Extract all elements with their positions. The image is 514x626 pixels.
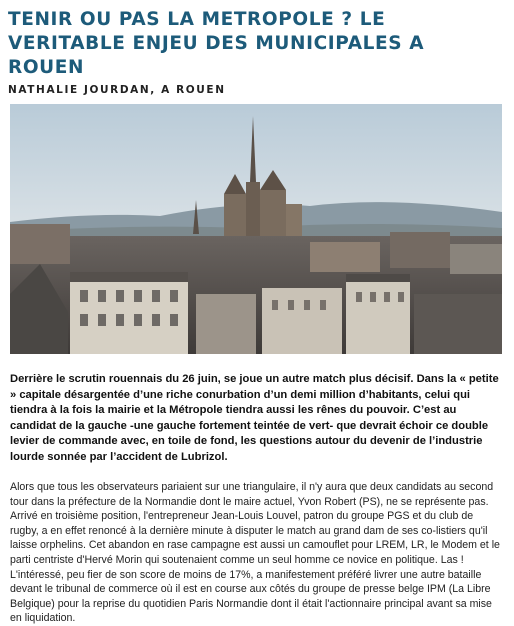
article-photo: [10, 104, 502, 354]
article-headline: TENIR OU PAS LA METROPOLE ? LE VERITABLE ENJEU DES MUNICIPALES A ROUEN: [8, 9, 425, 78]
article-lead: Derrière le scrutin rouennais du 26 juin, se joue un autre match plus décisif. Dans la « petite » capitale désargentée d’une riche conurbation d’un demi million d’habitants, celui qui tiendra à la fois la mairie et la Métropole tiendra aussi les rênes du pouvoir. C’est au candidat de la gauche -une gauche fortement teintée de vert- que devrait échoir ce double levier de commande avec, en toile de fond, les questions autour du devenir de l’industrie lourde sonnée par l’accident de Lubrizol.: [10, 373, 499, 463]
rouen-cityscape-photo: [10, 104, 502, 354]
article-byline: NATHALIE JOURDAN, A ROUEN: [8, 84, 226, 96]
article-body: Alors que tous les observateurs pariaient sur une triangulaire, il n'y aura que deux candidats au second tour dans la préfecture de la Normandie dont le maire actuel, Yvon Robert (PS), ne se représente pas. Arrivé en troisième position, l'entrepreneur Jean-Louis Louvel, patron du groupe PGS et du club de rugby, a en effet renoncé à la dernière minute à disputer le match au grand dam de ses co-listiers qu'il laisse orphelins. Cet abandon en rase campagne est aussi un camouflet pour LREM, LR, le Modem et le parti centriste d'Hervé Morin qui soutenaient comme un seul homme ce novice en politique. Las ! L'intéressé, peu fier de son score de moins de 17%, a manifestement préféré livrer une autre bataille devant le tribunal de commerce où il est en course aux côtés du groupe de presse belge IPM (La Libre Belgique) pour la reprise du quotidien Paris Normandie dont il était l'actionnaire principal avant sa mise en liquidation.: [10, 481, 500, 625]
